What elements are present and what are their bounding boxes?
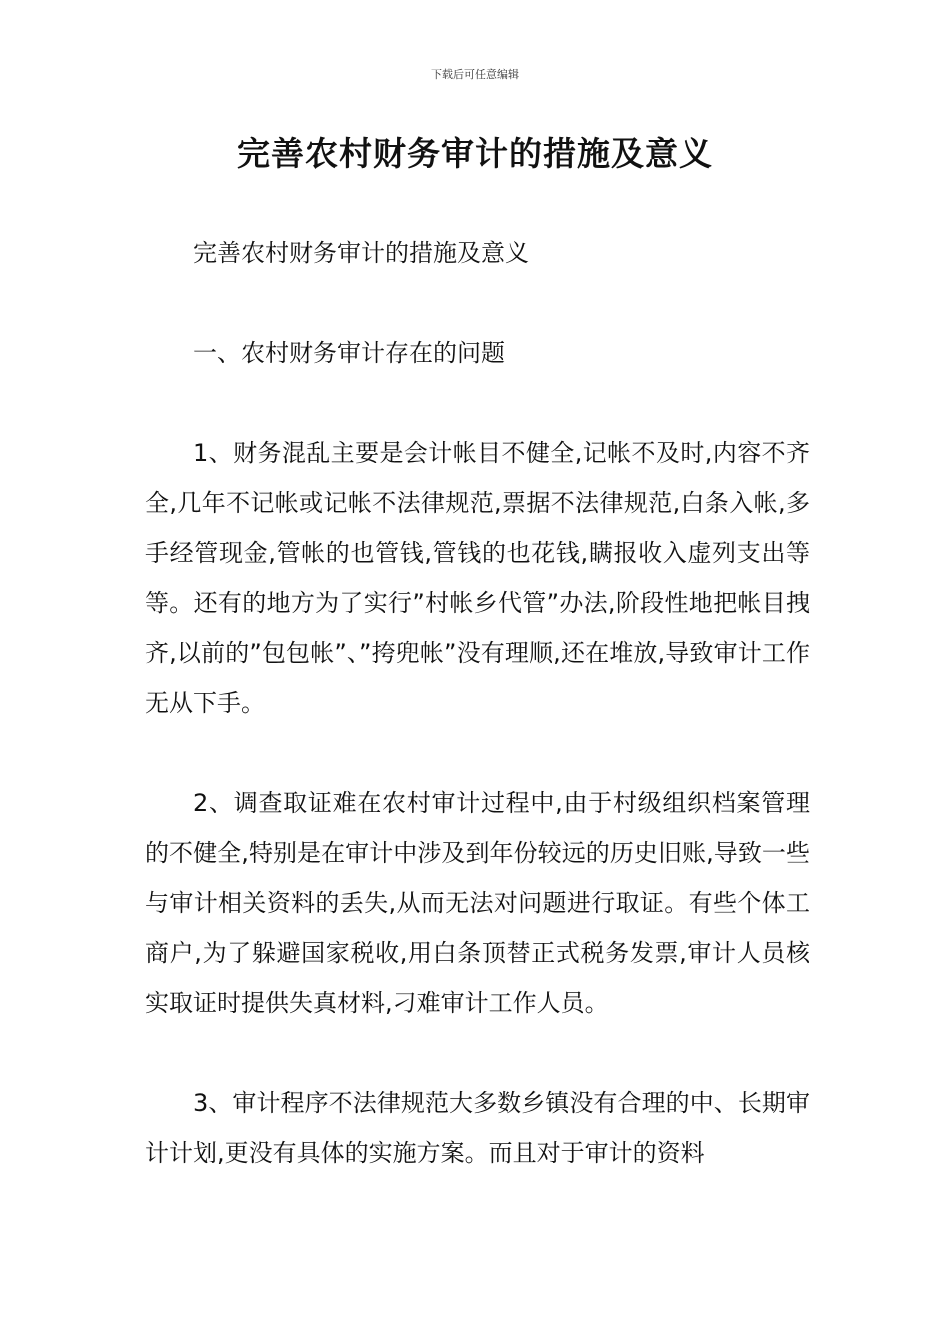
document-title: 完善农村财务审计的措施及意义 (237, 134, 713, 173)
header-note: 下载后可任意编辑 (431, 68, 519, 81)
document-body (145, 228, 810, 1228)
section-heading: 一、农村财务审计存在的问题 (193, 339, 505, 367)
subtitle-paragraph: 完善农村财务审计的措施及意义 (193, 239, 529, 267)
paragraph-3: 3、审计程序不法律规范大多数乡镇没有合理的中、长期审计计划,更没有具体的实施方案。而且对于审计的资料 (145, 1089, 810, 1167)
paragraph-1: 1、财务混乱主要是会计帐目不健全,记帐不及时,内容不齐全,几年不记帐或记帐不法律规范,票据不法律规范,白条入帐,多手经管现金,管帐的也管钱,管钱的也花钱,瞒报收入虚列支出等等。还有的地方为了实行”村帐乡代管”办法,阶段性地把帐目拽齐,以前的”包包帐”、”挎兜帐”没有理顺,还在堆放,导致审计工作无从下手。 (145, 439, 810, 717)
paragraph-2: 2、调查取证难在农村审计过程中,由于村级组织档案管理的不健全,特别是在审计中涉及到年份较远的历史旧账,导致一些与审计相关资料的丢失,从而无法对问题进行取证。有些个体工商户,为了躲避国家税收,用白条顶替正式税务发票,审计人员核实取证时提供失真材料,刁难审计工作人员。 (145, 789, 810, 1017)
